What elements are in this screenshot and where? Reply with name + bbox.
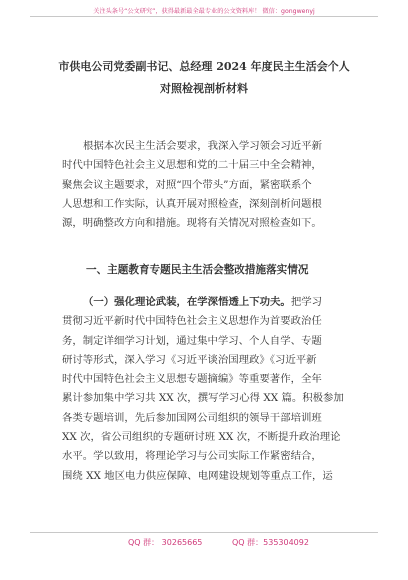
subsection-1-first-line-text: 把学习 — [290, 296, 322, 308]
intro-line: 根据本次民主生活会要求，我深入学习领会习近平新 — [83, 140, 322, 152]
intro-line: 源，明确整改方向和措施。现将有关情况对照检查如下。 — [62, 217, 322, 230]
section-1-heading: 一、主题教育专题民主生活会整改措施落实情况 — [86, 264, 309, 276]
intro-line: 时代中国特色社会主义思想和党的二十届三中全会精神， — [62, 159, 322, 172]
body-line: 围绕 XX 地区电力供应保障、电网建设规划等重点工作，运 — [62, 469, 333, 482]
header-divider — [30, 16, 378, 17]
intro-paragraph — [62, 137, 360, 233]
footer-divider — [30, 532, 378, 533]
header-banner: 关注头条号“公文研究”，获得最新最全最专业的公文资料库！ 微信：gongwenyj — [93, 8, 315, 15]
body-line: 务，制定详细学习计划，通过集中学习、个人自学、专题 — [62, 334, 322, 347]
intro-line: 人思想和工作实际，认真开展对照检查，深刻剖析问题根 — [62, 197, 322, 210]
footer-qq-group-right: QQ 群：535304092 — [232, 538, 309, 547]
intro-line: 聚焦会议主题要求，对照“四个带头”方面，紧密联系个 — [62, 178, 312, 191]
subsection-1-heading: （一）强化理论武装，在学深悟透上下功夫。 — [83, 296, 291, 308]
body-line: 时代中国特色社会主义思想专题摘编》等重要著作，全年 — [62, 373, 322, 386]
body-line: 贯彻习近平新时代中国特色社会主义思想作为首要政治任 — [62, 315, 322, 328]
subsection-1-first-line — [62, 293, 360, 312]
footer-qq-group-left: QQ 群： 30265665 — [128, 538, 203, 547]
document-title-line-2: 对照检视剖析材料 — [160, 82, 248, 95]
body-line: 水平。学以致用，将理论学习与公司实际工作紧密结合， — [62, 450, 322, 463]
body-line: 研讨等形式，深入学习《习近平谈治国理政》《习近平新 — [62, 353, 317, 366]
document-title-line-1: 市供电公司党委副书记、总经理 2024 年度民主生活会个人 — [58, 60, 350, 73]
subsection-1-paragraph — [62, 293, 360, 486]
body-line: XX 次，省公司组织的专题研讨班 XX 次，不断提升政治理论 — [62, 431, 341, 444]
body-line: 各类专题培训，先后参加国网公司组织的领导干部培训班 — [62, 411, 322, 424]
body-line: 累计参加集中学习共 XX 次，撰写学习心得 XX 篇。积极参加 — [62, 392, 344, 405]
